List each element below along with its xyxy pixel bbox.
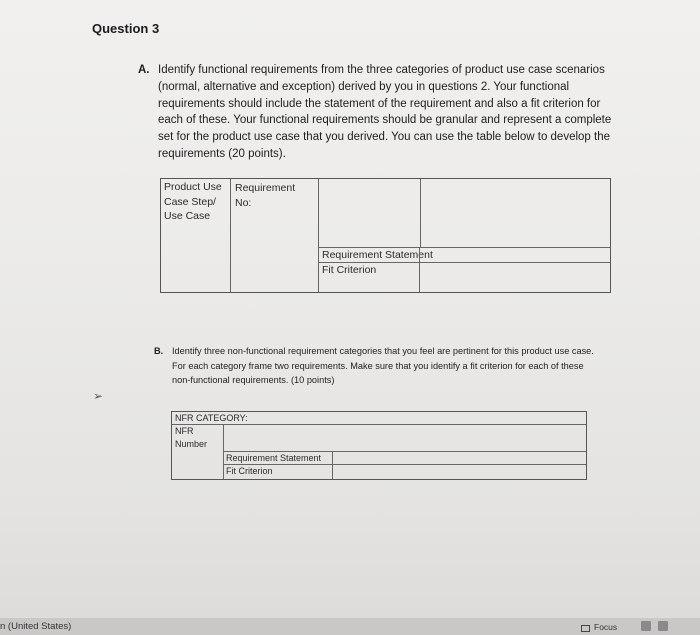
view-icon[interactable]: [641, 621, 651, 631]
use-case-step-header: Product Use Case Step/ Use Case: [161, 179, 231, 292]
nfr-table-divider: [332, 452, 333, 479]
part-a-label: A.: [138, 64, 150, 76]
requirement-statement-row: Requirement Statement: [319, 248, 610, 263]
layout-icon[interactable]: [658, 621, 668, 631]
part-b-label: B.: [154, 346, 164, 356]
part-a-instructions: [138, 62, 613, 163]
table-a-cell-blank-1: [319, 179, 421, 248]
part-b-text: Identify three non-functional requirement categories that you feel are pertinent for this product use case. For each category frame two requirements. Make sure that you identify a fit criterion for each of these non-functional requirements. (10 points): [172, 346, 594, 385]
nfr-table: [171, 411, 587, 480]
table-a-divider: [419, 248, 420, 292]
nfr-table-blank-cell: [224, 425, 586, 452]
fit-criterion-row: Fit Criterion: [322, 264, 377, 276]
part-a-text: Identify functional requirements from the three categories of product use case scenarios (normal, alternative and exception) derived by you in questions 2. Your functional requirements should include the statement of the requirement and also a fit criterion for each of these. Your functional requirements should be granular and represent a complete set for the product use case that you derived. You can use the table below to develop the requirements (20 points).: [158, 64, 612, 160]
language-indicator[interactable]: n (United States): [0, 621, 72, 632]
focus-button[interactable]: Focus: [594, 622, 618, 632]
nfr-number-header: NFR Number: [172, 425, 224, 479]
nfr-statement-row: Requirement Statement: [224, 452, 586, 465]
functional-requirements-table: [160, 178, 611, 293]
table-a-cell-blank-2: [421, 179, 610, 248]
cursor-arrow-icon: ➢: [93, 389, 104, 403]
nfr-fit-criterion-row: Fit Criterion: [226, 466, 273, 476]
focus-icon[interactable]: [581, 625, 590, 632]
question-title: Question 3: [92, 21, 160, 36]
part-b-instructions: [154, 344, 594, 388]
nfr-category-row: NFR CATEGORY:: [172, 412, 586, 425]
requirement-number-header: Requirement No:: [231, 179, 319, 292]
